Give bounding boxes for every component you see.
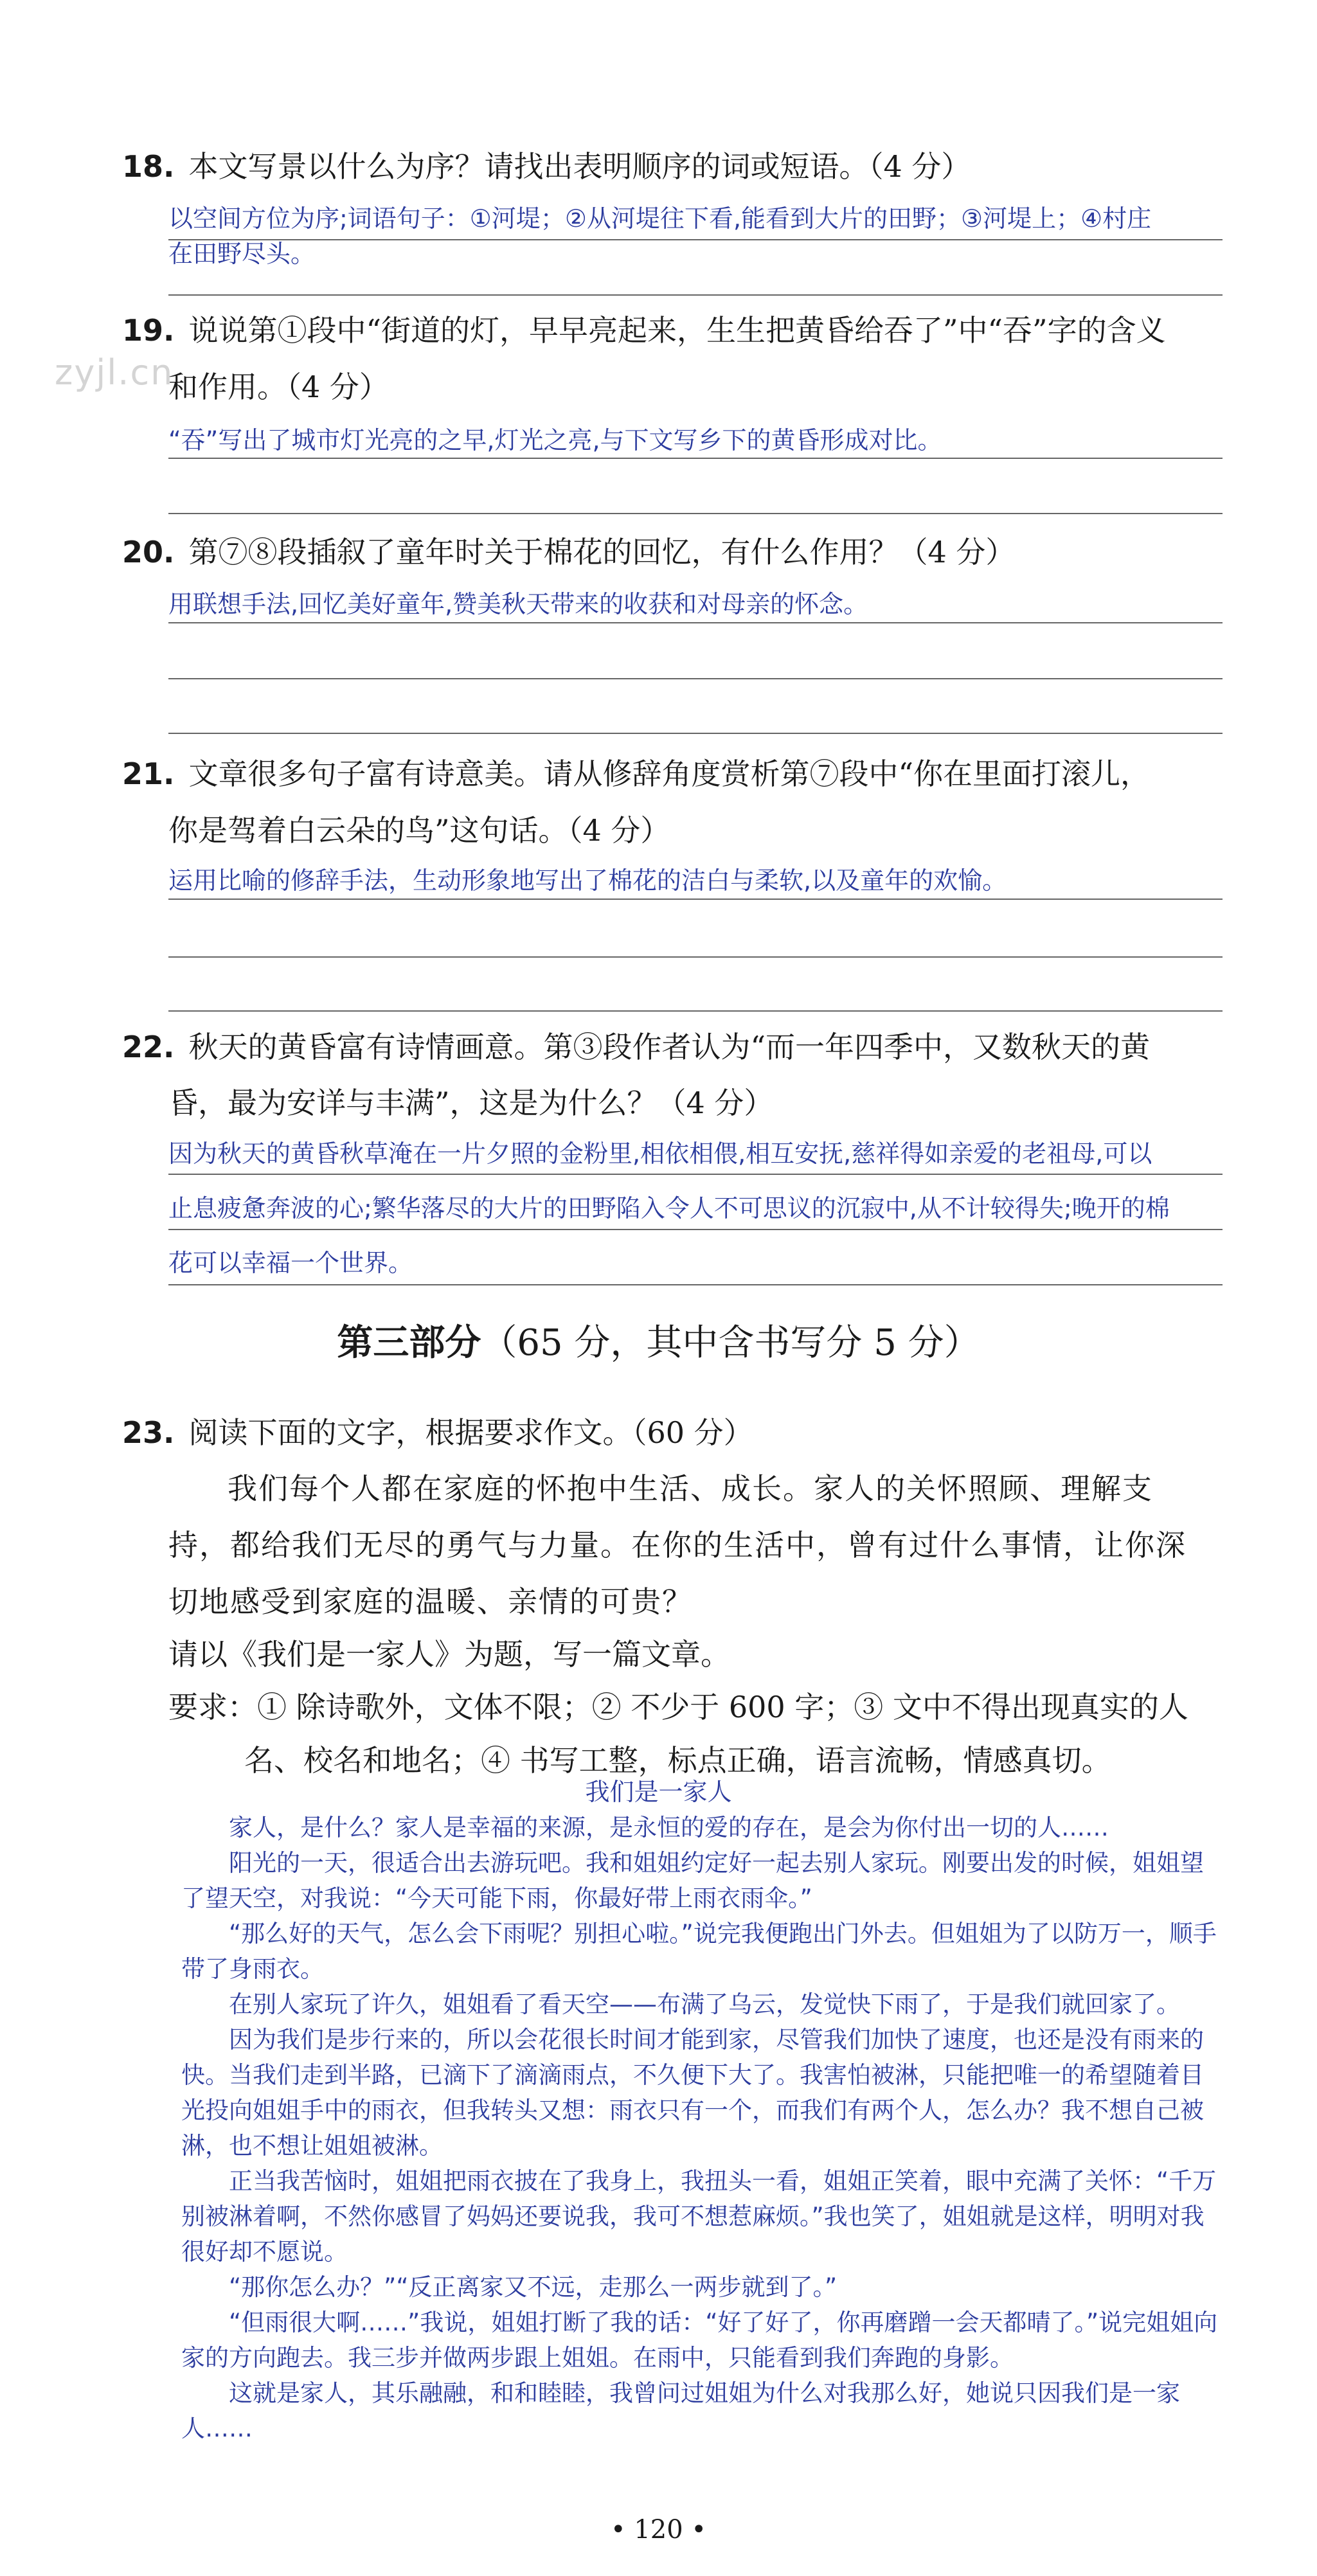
question-text: 秋天的黄昏富有诗情画意。第③段作者认为“而一年四季中，又数秋天的黄: [188, 1030, 1151, 1064]
requirements-cont: 名、校名和地名；④ 书写工整，标点正确，语言流畅，情感真切。: [244, 1743, 1111, 1778]
question-text: 阅读下面的文字，根据要求作文。（60 分）: [188, 1415, 753, 1450]
answer-line: “吞”写出了城市灯光亮的之早,灯光之亮,与下文写乡下的黄昏形成对比。: [168, 426, 942, 454]
question-text: 文章很多句子富有诗意美。请从修辞角度赏析第⑦段中“你在里面打滚儿，: [188, 756, 1151, 791]
section-title: [0, 1314, 1317, 1372]
answer-rule: [168, 622, 1223, 623]
prompt-line: 切地感受到家庭的温暖、亲情的可贵？: [168, 1584, 693, 1619]
answer-rule: [168, 733, 1223, 734]
prompt-line: 持，都给我们无尽的勇气与力量。在你的生活中，曾有过什么事情，让你深: [168, 1528, 1187, 1562]
question-text-cont: 和作用。（4 分）: [168, 370, 389, 404]
essay-paragraph: 正当我苦恼时，姐姐把雨衣披在了我身上，我扭头一看，姐姐正笑着，眼中充满了关怀：“千万别被淋着啊，不然你感冒了妈妈还要说我，我可不想惹麻烦。”我也笑了，姐姐就是这样，明明对我很好却不愿说。: [181, 2167, 1217, 2266]
question-21: [122, 746, 1228, 802]
answer-rule: [168, 899, 1223, 900]
section-title-rest: （65 分，其中含书写分 5 分）: [481, 1322, 980, 1364]
question-text-cont: 你是驾着白云朵的鸟”这句话。（4 分）: [168, 813, 670, 848]
answer-line: 在田野尽头。: [168, 240, 316, 268]
question-number: 19.: [122, 313, 175, 348]
question-20: [122, 524, 1228, 580]
question-number: 23.: [122, 1415, 175, 1450]
question-number: 21.: [122, 756, 175, 791]
question-23: [122, 1404, 1228, 1461]
question-number: 18.: [122, 149, 175, 184]
answer-line: 以空间方位为序;词语句子：①河堤；②从河堤往下看,能看到大片的田野；③河堤上；④村庄: [168, 204, 1152, 233]
essay-paragraph: 这就是家人，其乐融融，和和睦睦，我曾问过姐姐为什么对我那么好，她说只因我们是一家人……: [181, 2379, 1180, 2442]
title-instruction: 请以《我们是一家人》为题，写一篇文章。: [168, 1637, 730, 1672]
answer-line: 运用比喻的修辞手法，生动形象地写出了棉花的洁白与柔软,以及童年的欢愉。: [168, 866, 1007, 895]
answer-rule: [168, 1229, 1223, 1230]
answer-rule: [168, 294, 1223, 296]
question-text: 说说第①段中“街道的灯，早早亮起来，生生把黄昏给吞了”中“吞”字的含义: [188, 313, 1166, 348]
question-number: 20.: [122, 535, 175, 569]
question-18: [122, 138, 1228, 195]
question-19: [122, 302, 1228, 359]
question-text-cont: 昏，最为安详与丰满”，这是为什么？（4 分）: [168, 1086, 774, 1120]
answer-rule: [168, 956, 1223, 958]
answer-rule: [168, 239, 1223, 240]
essay-paragraph: “那么好的天气，怎么会下雨呢？别担心啦。”说完我便跑出门外去。但姐姐为了以防万一，顺手带了身雨衣。: [181, 1920, 1217, 1983]
watermark: zyjl.cn: [55, 352, 174, 393]
question-number: 22.: [122, 1030, 175, 1064]
requirements: 要求：① 除诗歌外，文体不限；② 不少于 600 字；③ 文中不得出现真实的人: [168, 1690, 1188, 1724]
question-text: 第⑦⑧段插叙了童年时关于棉花的回忆，有什么作用？（4 分）: [188, 535, 1016, 569]
essay-paragraph: “那你怎么办？”“反正离家又不远，走那么一两步就到了。”: [229, 2273, 838, 2301]
answer-rule: [168, 513, 1223, 514]
answer-rule: [168, 1284, 1223, 1285]
answer-rule: [168, 678, 1223, 679]
essay-title: 我们是一家人: [585, 1778, 732, 1806]
essay-paragraph: 在别人家玩了许久，姐姐看了看天空——布满了乌云，发觉快下雨了，于是我们就回家了。: [229, 1990, 1180, 2018]
essay-paragraph: 因为我们是步行来的，所以会花很长时间才能到家，尽管我们加快了速度，也还是没有雨来的快。当我们走到半路，已滴下了滴滴雨点，不久便下大了。我害怕被淋，只能把唯一的希望随着目光投向姐姐手中的雨衣，但我转头又想：雨衣只有一个，而我们有两个人，怎么办？我不想自己被淋，也不想让姐姐被淋。: [181, 2026, 1204, 2160]
answer-line: 花可以幸福一个世界。: [168, 1249, 413, 1277]
question-22: [122, 1019, 1228, 1075]
answer-rule: [168, 458, 1223, 459]
essay-body: [181, 1810, 1223, 2446]
essay-paragraph: 家人，是什么？家人是幸福的来源，是永恒的爱的存在，是会为你付出一切的人……: [229, 1814, 1109, 1841]
page-number: • 120 •: [611, 2515, 706, 2545]
section-title-bold: 第三部分: [337, 1322, 481, 1364]
answer-rule: [168, 1174, 1223, 1175]
question-text: 本文写景以什么为序？请找出表明顺序的词或短语。（4 分）: [188, 149, 971, 184]
answer-line: 用联想手法,回忆美好童年,赞美秋天带来的收获和对母亲的怀念。: [168, 590, 868, 618]
prompt-line: 我们每个人都在家庭的怀抱中生活、成长。家人的关怀照顾、理解支: [228, 1471, 1153, 1506]
answer-line: 止息疲惫奔波的心;繁华落尽的大片的田野陷入令人不可思议的沉寂中,从不计较得失;晚开的棉: [168, 1194, 1170, 1222]
essay-paragraph: 阳光的一天，很适合出去游玩吧。我和姐姐约定好一起去别人家玩。刚要出发的时候，姐姐望了望天空，对我说：“今天可能下雨，你最好带上雨衣雨伞。”: [181, 1849, 1204, 1912]
answer-line: 因为秋天的黄昏秋草淹在一片夕照的金粉里,相依相偎,相互安抚,慈祥得如亲爱的老祖母,可以: [168, 1140, 1152, 1168]
answer-rule: [168, 1010, 1223, 1012]
essay-paragraph: “但雨很大啊……”我说，姐姐打断了我的话：“好了好了，你再磨蹭一会天都晴了。”说完姐姐向家的方向跑去。我三步并做两步跟上姐姐。在雨中，只能看到我们奔跑的身影。: [181, 2309, 1218, 2372]
